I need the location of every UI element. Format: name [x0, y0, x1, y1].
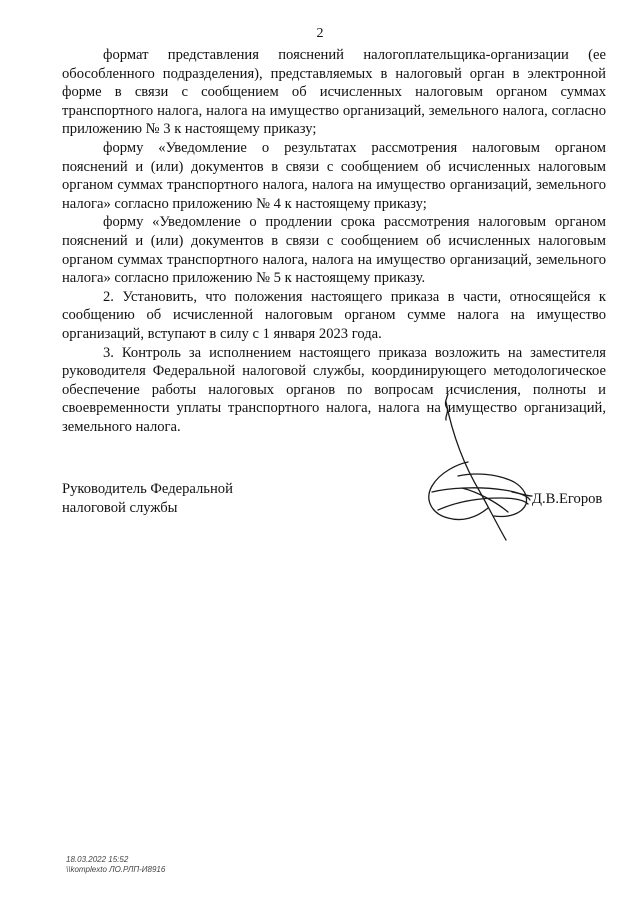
signer-title-line2: налоговой службы	[62, 499, 178, 516]
paragraph-control: 3. Контроль за исполнением настоящего приказа возложить на заместителя руководителя Федеральной налоговой службы, координирующего методологическое обеспечение работы налоговых органов по вопросам исчисления, полноты и своевременности уплаты транспортного налога, налога на имущество организаций, земельного налога.	[62, 344, 606, 435]
paragraph-format-explanations: формат представления пояснений налогоплательщика-организации (ее обособленного подразделения), представляемых в налоговый орган в электронной форме в связи с сообщением об исчисленных налоговым органом суммах транспортного налога, налога на имущество организаций, земельного налога, согласно приложению № 3 к настоящему приказу;	[62, 47, 606, 138]
footer-line-1: 18.03.2022 15:52	[66, 855, 129, 864]
signer-title-line1: Руководитель Федеральной	[62, 481, 233, 497]
handwritten-signature	[418, 392, 568, 542]
footer-metadata	[66, 855, 165, 875]
page-number: 2	[316, 26, 324, 41]
document-body	[62, 46, 606, 436]
paragraph-form-review-extension: форму «Уведомление о продлении срока рассмотрения налоговым органом пояснений и (или) документов в связи с сообщением об исчисленных налоговым органом суммах транспортного налога, налога на имущество организаций, земельного налога» согласно приложению № 5 к настоящему приказу.	[62, 214, 606, 287]
signer-name: Д.В.Егоров	[532, 491, 603, 507]
paragraph-effective-date: 2. Установить, что положения настоящего приказа в части, относящейся к сообщению об исчисленной налоговым органом сумме налога на имущество организаций, вступают в силу с 1 января 2023 года.	[62, 288, 606, 342]
footer-line-2: \\komplexto ЛО.РЛП-И8916	[66, 865, 166, 874]
paragraph-form-review-results: форму «Уведомление о результатах рассмотрения налоговым органом пояснений и (или) документов в связи с сообщением об исчисленных налоговым органом суммах транспортного налога, налога на имущество организаций, земельного налога» согласно приложению № 4 к настоящему приказу;	[62, 139, 606, 212]
signer-title	[62, 480, 322, 517]
